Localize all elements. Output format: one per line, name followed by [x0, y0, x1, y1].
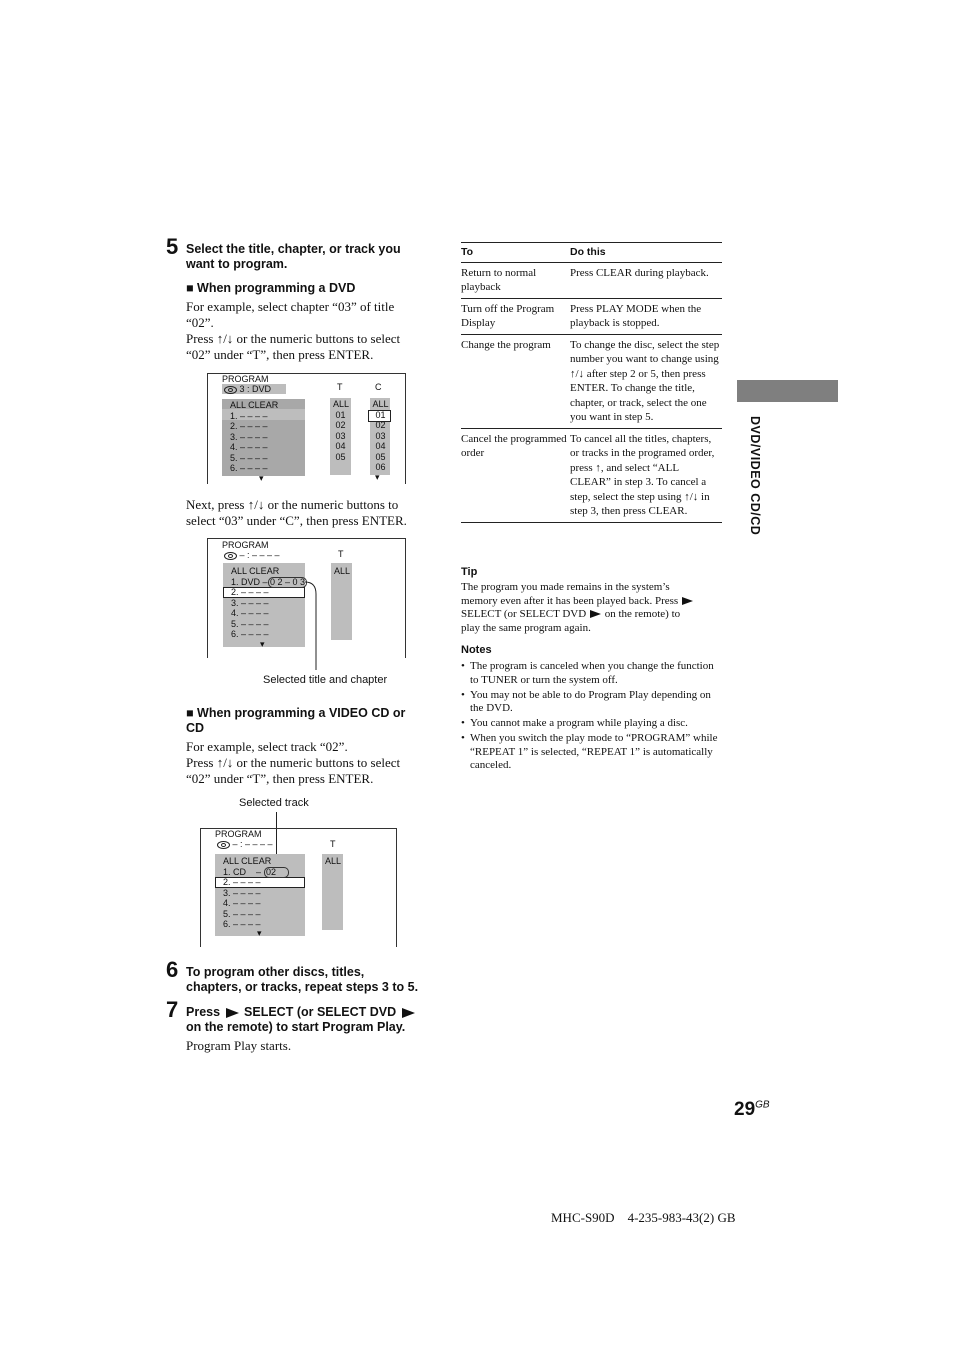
osd3-row: 5. – – – –	[223, 908, 261, 919]
osd2-row: 6. – – – –	[231, 629, 269, 639]
vcd-subheading	[186, 706, 405, 736]
osd1-row: 3. – – – –	[230, 431, 268, 442]
table-cell-to: Turn off the Program Display	[461, 298, 570, 334]
tip-l3	[461, 608, 723, 622]
play-icon	[682, 597, 693, 605]
dvd-para-l3: Press ↑/↓ or the numeric buttons to select	[186, 331, 401, 346]
osd3-col-t: T	[330, 839, 336, 849]
dvd-para-l1: For example, select chapter “03” of title	[186, 299, 395, 314]
osd1-disc: 3 : DVD	[239, 384, 272, 394]
tip-l3-text: SELECT (or SELECT DVD	[461, 608, 587, 620]
osd1-disc-row	[224, 384, 271, 395]
action-table	[461, 242, 722, 523]
note-text: The program is canceled when you change the function to TUNER or turn the system off.	[470, 660, 714, 686]
osd2-disc: – : – – – –	[239, 550, 280, 560]
table-cell-do: Press CLEAR during playback.	[570, 262, 722, 298]
next-paragraph	[186, 497, 407, 529]
osd3-t-all: ALL	[325, 856, 342, 866]
osd1-row: 6. – – – –	[230, 463, 268, 473]
osd1-c-list	[372, 399, 389, 473]
osd3-row: 2. – – – –	[223, 877, 261, 887]
osd1-col-c: C	[375, 382, 382, 392]
osd1-t-item: 02	[335, 420, 346, 430]
osd3-disc-row	[217, 839, 273, 850]
table-header-do: Do this	[570, 243, 722, 263]
step-5-heading-line2: want to program.	[186, 257, 288, 271]
osd2-disc-row	[224, 550, 280, 561]
vcd-para-l3: “02” under “T”, then press ENTER.	[186, 771, 374, 786]
table-header-to: To	[461, 243, 570, 263]
section-tab	[737, 380, 838, 402]
osd1-c-item: 05	[375, 451, 386, 462]
osd1-c-item: 06	[375, 462, 386, 472]
page-number-suffix: GB	[755, 1099, 770, 1111]
osd3-row-1: 1. CD – 02	[223, 866, 277, 877]
osd1-t-item: 05	[335, 451, 346, 462]
list-item: • You cannot make a program while playing a disc.	[461, 717, 688, 729]
dvd-para-l4: “02” under “T”, then press ENTER.	[186, 347, 374, 362]
step-7-press: Press	[186, 1005, 221, 1019]
disc-icon	[224, 552, 237, 560]
step-6-heading-l2: chapters, or tracks, repeat steps 3 to 5.	[186, 980, 419, 994]
osd2-col-t: T	[338, 549, 344, 559]
osd2-program-label: PROGRAM	[222, 540, 269, 550]
osd1-row: 2. – – – –	[230, 421, 268, 431]
tip-l2-text: memory even after it has been played back. Press	[461, 594, 679, 607]
table-row	[461, 428, 722, 522]
osd2-callout-line	[300, 578, 320, 673]
osd1-arrow-icon: ▾	[259, 473, 264, 483]
step-5-heading-line1: Select the title, chapter, or track you	[186, 242, 401, 256]
table-cell-to: Change the program	[461, 334, 570, 428]
notes-heading: Notes	[461, 644, 492, 656]
list-item: • The program is canceled when you change the function to TUNER or turn the system off.	[461, 660, 714, 686]
osd3-arrow-icon: ▾	[257, 928, 262, 938]
notes-list	[461, 660, 723, 773]
osd1-t-item: ALL	[333, 399, 350, 409]
step-6-heading-l1: To program other discs, titles,	[186, 965, 365, 979]
osd1-program-label: PROGRAM	[222, 374, 269, 384]
osd1-row: 1. – – – –	[230, 410, 268, 421]
table-cell-do: To cancel all the titles, chapters, or tracks in the programed order, press ↑, and select “ALL CLEAR” in step 3. To cancel a step, select the step using ↑/↓ in step 3, then press CLEAR.	[570, 428, 722, 522]
osd1-c-item: 03	[375, 430, 386, 441]
step-6-number: 6	[166, 957, 179, 982]
osd2-row: 5. – – – –	[231, 618, 269, 629]
tip-l4: play the same program again.	[461, 621, 591, 634]
osd3-all-clear: ALL CLEAR	[223, 856, 272, 866]
osd3-row: 4. – – – –	[223, 898, 261, 908]
vcd-subheading-l1: ■ When programming a VIDEO CD or	[186, 706, 406, 720]
note-text: You may not be able to do Program Play depending on the DVD.	[470, 688, 711, 714]
table-cell-to: Cancel the programmed order	[461, 428, 570, 522]
play-icon	[402, 1008, 415, 1018]
osd2-row-1: 1. DVD – 0 2 – 0 3	[231, 576, 306, 587]
table-row	[461, 262, 722, 298]
osd1-col-t: T	[337, 382, 343, 392]
osd1-c-item: 04	[375, 441, 386, 451]
vcd-para-l2: Press ↑/↓ or the numeric buttons to select	[186, 755, 401, 770]
table-cell-do: Press PLAY MODE when the playback is stopped.	[570, 298, 722, 334]
osd2-t-all: ALL	[334, 566, 351, 576]
osd1-all-clear: ALL CLEAR	[230, 400, 279, 410]
next-para-l2: select “03” under “C”, then press ENTER.	[186, 513, 407, 528]
step-6-heading	[186, 965, 418, 995]
osd1-list	[230, 400, 278, 474]
table-row	[461, 298, 722, 334]
osd1-t-item: 03	[335, 430, 346, 441]
osd1-c-item: 02	[375, 420, 386, 430]
page-number-value: 29	[734, 1099, 756, 1120]
osd3-disc: – : – – – –	[232, 839, 273, 849]
osd2-all-clear: ALL CLEAR	[231, 566, 280, 576]
note-text: You cannot make a program while playing a disc.	[470, 717, 688, 729]
model-code: MHC-S90D 4-235-983-43(2) GB	[551, 1210, 736, 1225]
tip-body	[461, 581, 723, 635]
dvd-subheading: ■ When programming a DVD	[186, 281, 356, 295]
vcd-paragraph	[186, 739, 400, 787]
osd1-c-item: 01	[375, 409, 386, 420]
dvd-para-l2: “02”.	[186, 315, 214, 330]
vcd-subheading-l2: CD	[186, 721, 205, 735]
step-7-heading-l2: on the remote) to start Program Play.	[186, 1020, 406, 1034]
disc-icon	[224, 386, 237, 394]
dvd-paragraph	[186, 299, 400, 363]
osd1-c-arrow-icon: ▾	[375, 472, 380, 482]
osd3-callout-oval	[264, 867, 289, 878]
step-7-body: Program Play starts.	[186, 1038, 292, 1053]
osd1-row: 5. – – – –	[230, 452, 268, 463]
table-row	[461, 334, 722, 428]
section-label: DVD/VIDEO CD/CD	[748, 416, 762, 536]
vcd-para-l1: For example, select track “02”.	[186, 739, 348, 754]
osd3-caption: Selected track	[239, 797, 309, 809]
osd2-row: 3. – – – –	[231, 597, 269, 608]
osd1-t-item: 04	[335, 441, 346, 451]
step-5-number: 5	[166, 234, 179, 259]
osd1-c-item: ALL	[372, 399, 389, 409]
step-7-select: SELECT (or SELECT DVD	[244, 1005, 397, 1019]
play-icon	[590, 610, 601, 618]
step-7-number: 7	[166, 997, 179, 1022]
osd3-row: 6. – – – –	[223, 919, 261, 929]
list-item: • When you switch the play mode to “PROGRAM” while “REPEAT 1” is selected, “REPEAT 1” is automatically canceled.	[461, 732, 718, 771]
disc-icon	[217, 841, 230, 849]
note-text: When you switch the play mode to “PROGRAM” while “REPEAT 1” is selected, “REPEAT 1” is automatically canceled.	[470, 732, 718, 771]
play-icon	[226, 1008, 239, 1018]
osd2-row: 2. – – – –	[231, 587, 269, 597]
table-cell-to: Return to normal playback	[461, 262, 570, 298]
page-number	[734, 1099, 770, 1121]
osd3-row: 3. – – – –	[223, 887, 261, 898]
osd2-caption: Selected title and chapter	[263, 674, 388, 686]
next-para-l1: Next, press ↑/↓ or the numeric buttons to	[186, 497, 399, 512]
tip-l3-text2: on the remote) to	[604, 608, 681, 620]
table-cell-do: To change the disc, select the step number you want to change using ↑/↓ after step 2 or 5, then press ENTER. To change the title, chapter, or track, select the one you want in step 5.	[570, 334, 722, 428]
step-7-heading	[186, 1005, 417, 1035]
step-5-heading	[186, 242, 401, 272]
osd2-arrow-icon: ▾	[260, 639, 265, 649]
osd2-row: 4. – – – –	[231, 608, 269, 618]
osd1-t-item: 01	[335, 409, 346, 420]
osd1-row: 4. – – – –	[230, 442, 268, 452]
tip-l2	[461, 595, 723, 609]
tip-heading: Tip	[461, 566, 478, 578]
tip-l1: The program you made remains in the system’s	[461, 581, 670, 593]
osd3-program-label: PROGRAM	[215, 829, 262, 839]
step-7-heading-l1	[186, 1005, 417, 1020]
list-item: • You may not be able to do Program Play depending on the DVD.	[461, 688, 711, 714]
osd1-t-list	[333, 399, 348, 462]
